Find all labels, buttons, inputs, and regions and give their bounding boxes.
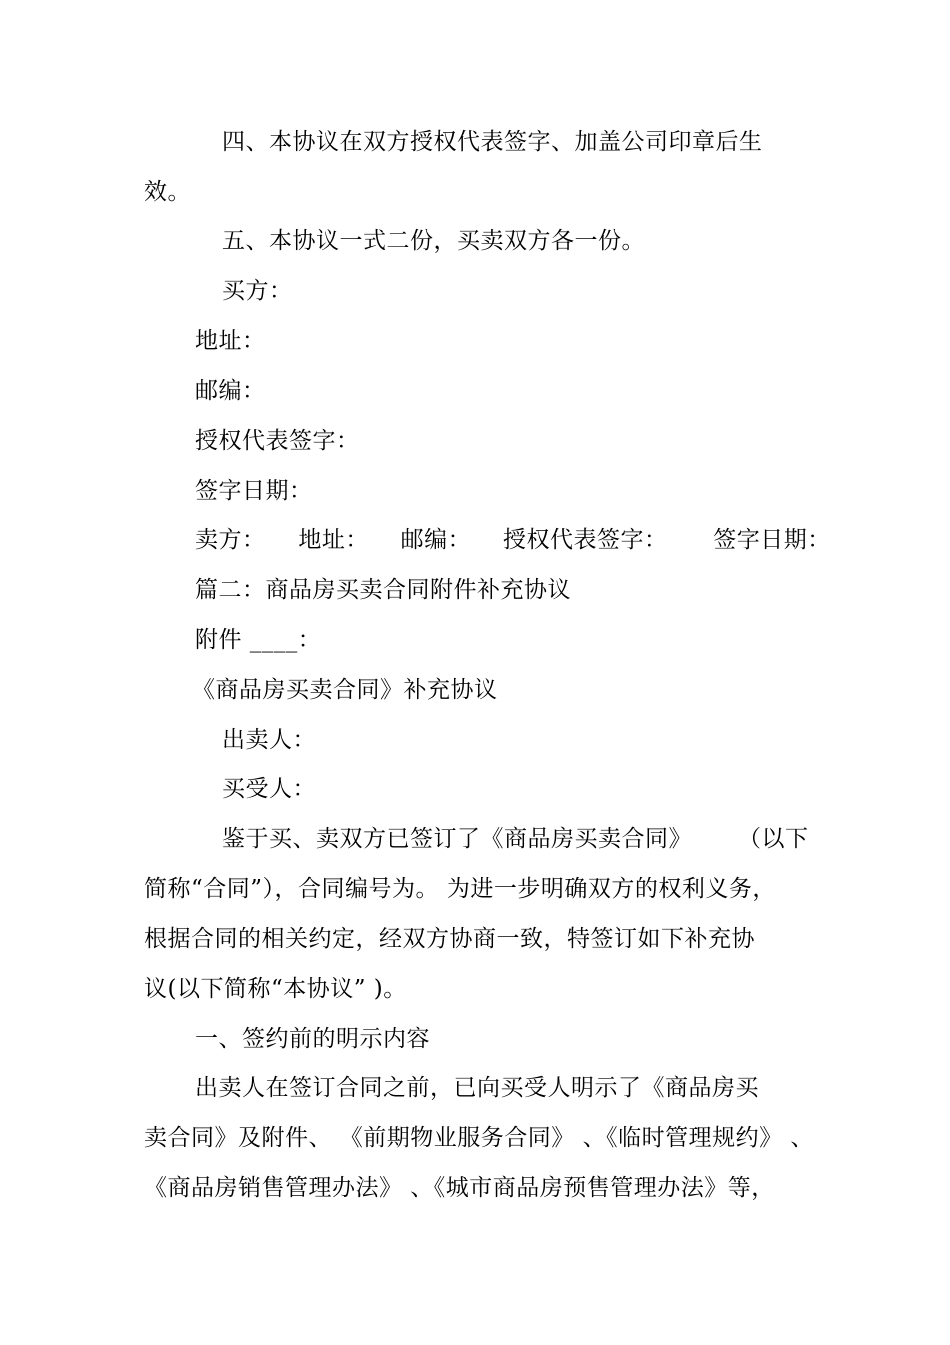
- seller-address-label: 地址：: [298, 527, 369, 553]
- attachment-label: 附件 ____：: [195, 627, 322, 653]
- seller-info-line: [195, 525, 831, 555]
- seller-postcode-label: 邮编：: [400, 527, 472, 553]
- address-label: 地址：: [195, 328, 266, 354]
- agreement-title: 《商品房买卖合同》补充协议: [192, 677, 498, 703]
- recital-line-1b: （以下: [738, 826, 809, 852]
- section-1-line-2: 卖合同》及附件、 《前期物业服务合同》 、《临时管理规约》 、: [144, 1125, 814, 1151]
- buyer-party-label: 买受人：: [222, 776, 316, 802]
- section-1-line-1: 出卖人在签订合同之前，已向买受人明示了《商品房买: [195, 1075, 759, 1101]
- recital-line-4: 议(以下简称“本协议” )。: [144, 976, 407, 1002]
- seller-party-label: 出卖人：: [222, 727, 316, 753]
- recital-line-3: 根据合同的相关约定，经双方协商一致，特签订如下补充协: [144, 926, 755, 952]
- seller-rep-sign-label: 授权代表签字：: [502, 527, 668, 553]
- clause-4-line-1: 四、本协议在双方授权代表签字、加盖公司印章后生: [222, 129, 763, 155]
- postcode-label: 邮编：: [195, 378, 266, 404]
- section-1-title: 一、签约前的明示内容: [195, 1026, 430, 1052]
- clause-5: 五、本协议一式二份，买卖双方各一份。: [222, 228, 645, 254]
- section-1-line-3: 《商品房销售管理办法》 、《城市商品房预售管理办法》等，: [144, 1175, 775, 1201]
- sign-date-label: 签字日期：: [195, 478, 313, 504]
- recital-line-1a: 鉴于买、卖双方已签订了《商品房买卖合同》: [222, 826, 692, 852]
- seller-sign-date-label: 签字日期：: [713, 527, 831, 553]
- recital-line-2: 简称“合同”），合同编号为。 为进一步明确双方的权利义务，: [144, 876, 776, 902]
- part-two-title: 篇二：商品房买卖合同附件补充协议: [195, 577, 571, 603]
- buyer-label: 买方：: [222, 278, 293, 304]
- clause-4-line-2: 效。: [144, 179, 191, 205]
- rep-sign-label: 授权代表签字：: [195, 428, 360, 454]
- seller-label: 卖方：: [195, 527, 266, 553]
